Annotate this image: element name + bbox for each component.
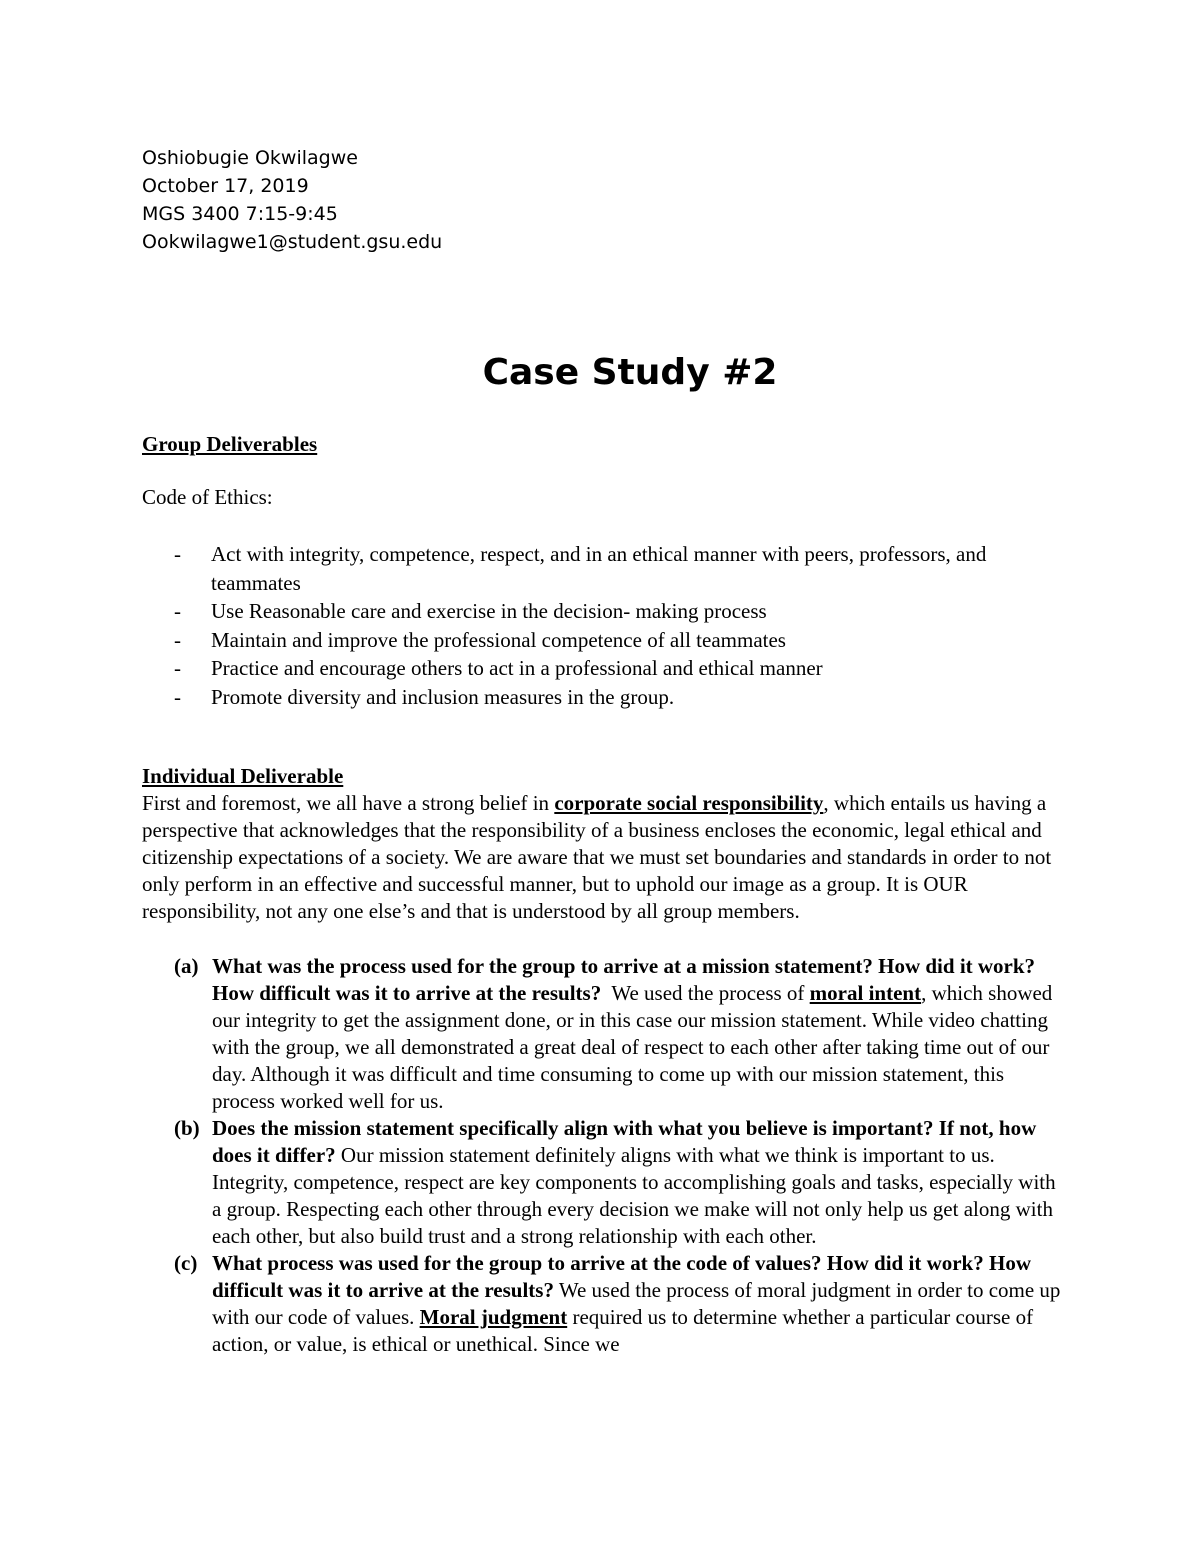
list-item-text: Maintain and improve the professional competence of all teammates — [211, 627, 786, 652]
answer-text-continued: , which showed our integrity to get the assignment done, or in this case our mission statement. While video chatting with the group, we all demonstrated a great deal of respect to each other after taking time out of our day. Although it was difficult and time consuming to come up with our mission statement, this process worked well for us. — [212, 981, 1053, 1113]
bullet-dash: - — [174, 627, 181, 652]
question-label: (a) — [174, 954, 199, 978]
course-info: MGS 3400 7:15-9:45 — [142, 203, 338, 225]
question-label: (c) — [174, 1251, 198, 1275]
intro-paragraph — [142, 790, 1062, 925]
list-item-text: Use Reasonable care and exercise in the decision- making process — [211, 599, 767, 623]
author-email: Ookwilagwe1@student.gsu.edu — [142, 231, 443, 253]
bullet-dash: - — [174, 599, 181, 623]
bullet-dash: - — [174, 656, 181, 680]
intro-text-continued: , which entails us having a perspective that acknowledges that the responsibility of a business encloses the economic, legal ethical and citizenship expectations of a society. We are aware that we must set boundaries and standards in order to not only perform in an effective and successful manner, but to uphold our image as a group. It is OUR responsibility, not any one else’s and that is understood by all group members. — [142, 791, 1052, 923]
question-item — [142, 1115, 1062, 1250]
code-of-ethics-label: Code of Ethics: — [142, 485, 273, 509]
document-date: October 17, 2019 — [142, 175, 309, 197]
question-label: (b) — [174, 1116, 200, 1140]
list-item — [142, 597, 1062, 626]
question-list — [142, 953, 1062, 1358]
answer-text-continued: required us to determine whether a particular course of action, or value, is ethical or unethical. Since we — [212, 1305, 1034, 1356]
bullet-dash: - — [174, 684, 181, 709]
key-term: corporate social responsibility — [554, 791, 824, 815]
key-term: Moral judgment — [419, 1305, 568, 1329]
answer-text: We used the process of moral judgment in order to come up with our code of values. — [212, 1278, 1061, 1329]
list-item — [142, 683, 1062, 712]
question-text: What process was used for the group to arrive at the code of values? How did it work? How difficult was it to arrive at the results? — [212, 1251, 1031, 1302]
group-deliverables-heading: Group Deliverables — [142, 432, 318, 456]
answer-text: We used the process of — [601, 981, 810, 1005]
bullet-dash: - — [174, 542, 181, 566]
intro-text: First and foremost, we all have a strong belief in — [142, 791, 555, 815]
question-text: What was the process used for the group to arrive at a mission statement? How did it work? How difficult was it to arrive at the results? — [212, 954, 1036, 1005]
key-term: moral intent — [809, 981, 922, 1005]
list-item-text: Promote diversity and inclusion measures in the group. — [211, 684, 675, 709]
code-of-ethics-list — [142, 540, 1062, 711]
author-name: Oshiobugie Okwilagwe — [142, 147, 358, 169]
individual-deliverable-heading: Individual Deliverable — [142, 764, 344, 788]
list-item-text: Practice and encourage others to act in a professional and ethical manner — [211, 656, 823, 680]
question-item — [142, 953, 1062, 1115]
list-item — [142, 654, 1062, 683]
list-item — [142, 540, 1062, 597]
page-title: Case Study #2 — [482, 352, 778, 393]
individual-deliverable-section — [142, 763, 1062, 925]
question-text: Does the mission statement specifically align with what you believe is important? If not, how does it differ? — [212, 1116, 1037, 1167]
question-item — [142, 1250, 1062, 1358]
answer-text: Our mission statement definitely aligns with what we think is important to us. Integrity, competence, respect are key components to accomplishing goals and tasks, especially with a group. Respecting each other through every decision we make will not only help us get along with each other, but also build trust and a strong relationship with each other. — [212, 1143, 1056, 1248]
author-header — [142, 144, 442, 256]
list-item-text: Act with integrity, competence, respect, and in an ethical manner with peers, professors, and teammates — [211, 542, 987, 595]
list-item — [142, 626, 1062, 655]
